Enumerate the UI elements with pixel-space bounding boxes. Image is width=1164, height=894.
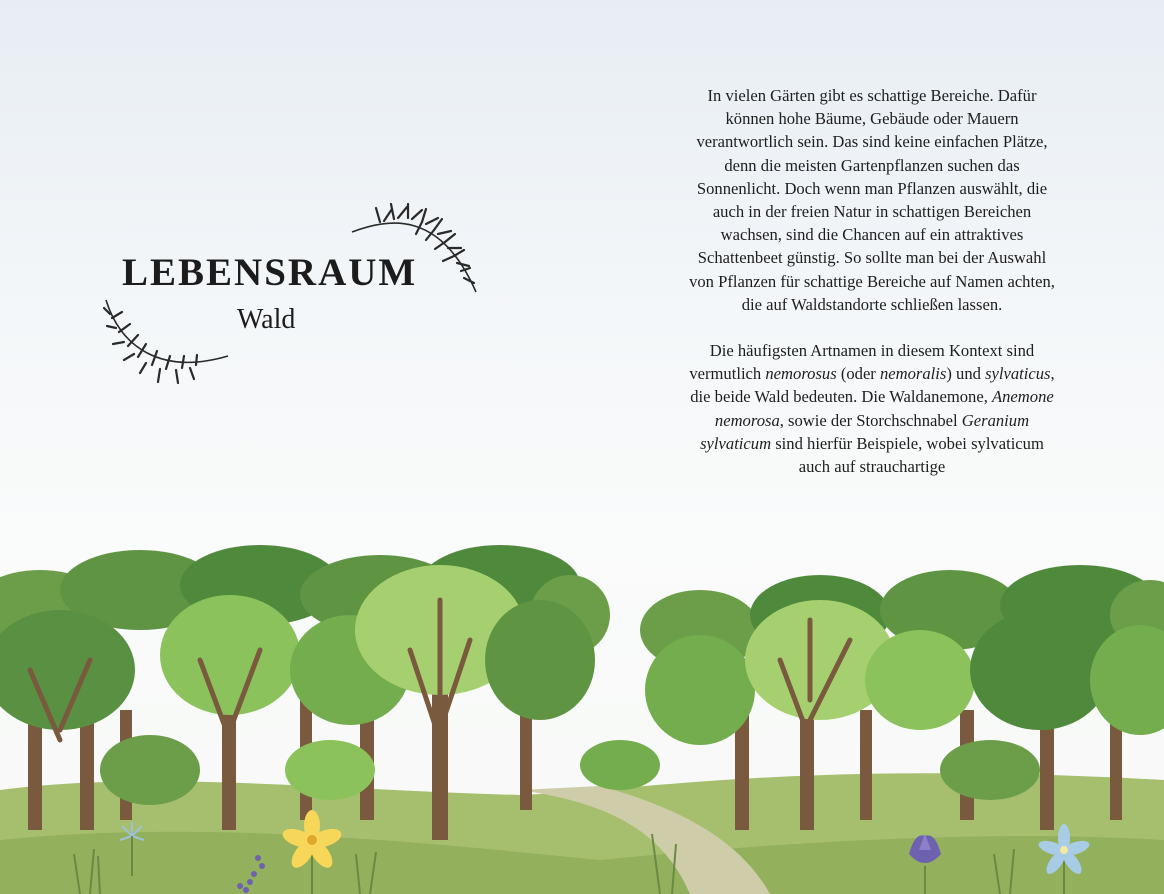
latin-term: Geranium sylvaticum: [700, 410, 1030, 453]
forest-illustration: [0, 540, 1164, 894]
latin-term: nemorosus: [765, 364, 837, 384]
paragraph-habitat: In vielen Gärten gibt es schattige Bereiche. Dafür können hohe Bäume, Gebäude oder Mauern verantwortlich sein. Das sind keine einfachen Plätze, denn die meisten Gartenpflanzen suchen das Sonnenlicht. Doch wenn man Pflanzen auswählt, die auch in der freien Natur in schattigen Bereichen wachsen, sind die Chancen auf ein attraktives Schattenbeet günstig. So sollte man bei der Auswahl von Pflanzen für schattige Bereiche auf Namen achten, die auf Waldstandorte schließen lassen.: [689, 86, 1055, 314]
page-title: LEBENSRAUM: [122, 251, 418, 294]
body-text: [686, 84, 1058, 501]
title-block: [100, 200, 490, 400]
fern-sprig-icon: [100, 296, 232, 388]
latin-term: sylvaticus: [985, 364, 1051, 384]
latin-term: Anemone nemorosa: [714, 387, 1054, 430]
page-subtitle: Wald: [237, 304, 296, 335]
latin-term: nemoralis: [879, 364, 947, 384]
paragraph-species-names: Die häufigsten Artnamen in diesem Kontext sind vermutlich nemorosus (oder nemoralis) und sylvaticus, die beide Wald bedeuten. Die Waldanemone, Anemone nemorosa, sowie der Storchschnabel Geranium sylvaticum sind hierfür Beispiele, wobei sylvaticum auch auf strauchartige: [689, 341, 1055, 477]
